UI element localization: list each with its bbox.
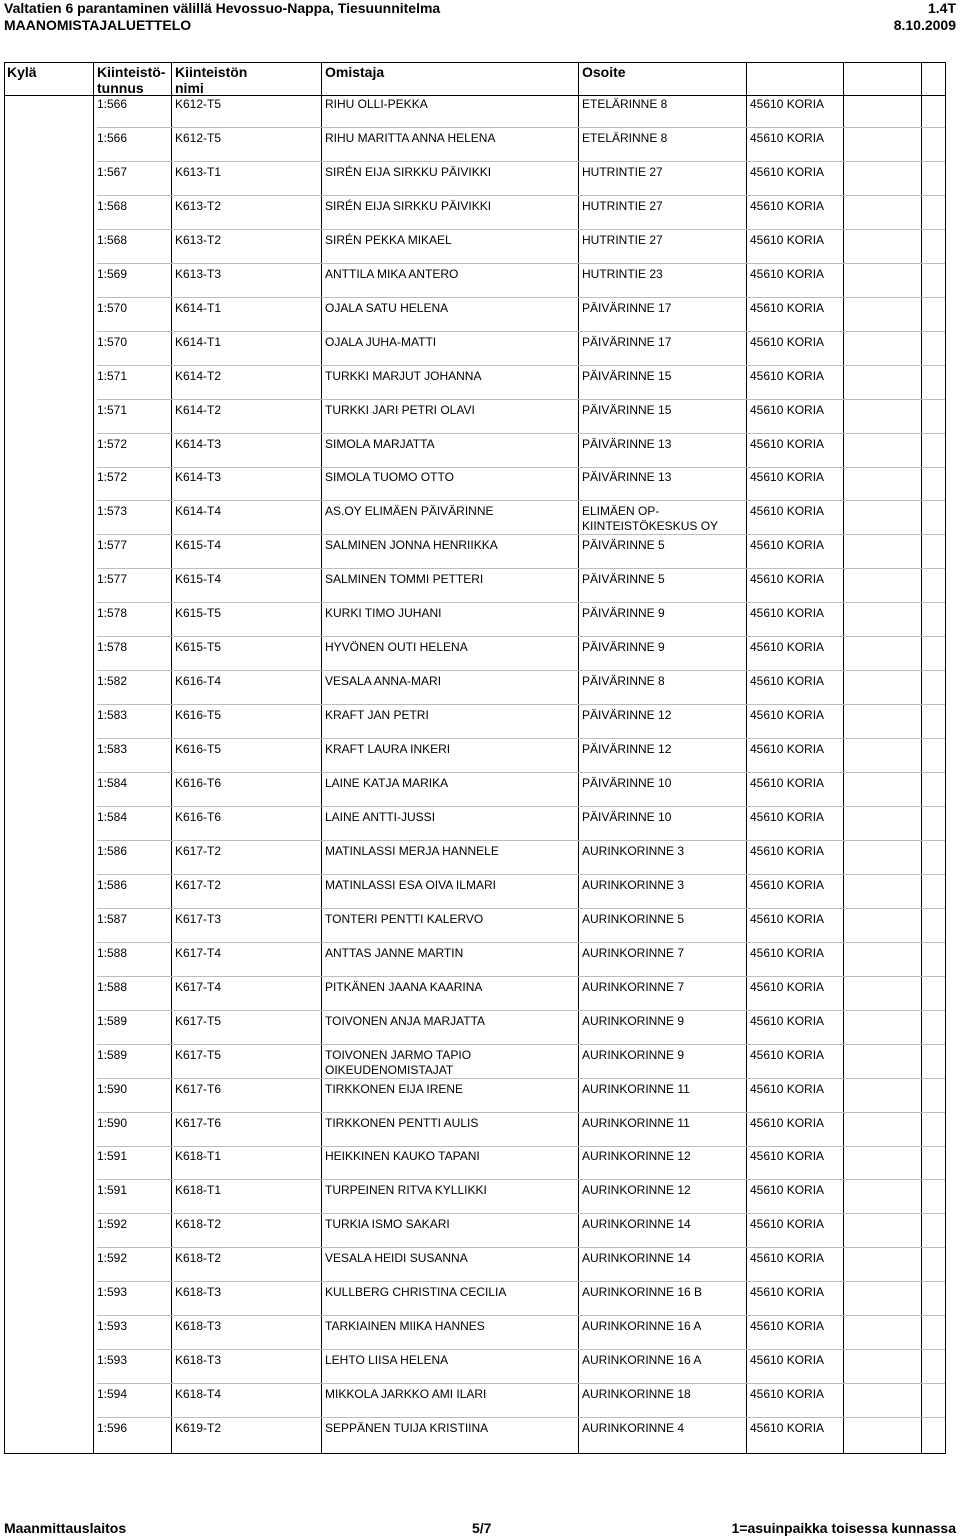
row-separator — [97, 1146, 945, 1147]
cell-kiinteistotunnus: 1:567 — [97, 164, 128, 179]
cell-postitoimipaikka: 45610 KORIA — [750, 1251, 825, 1266]
cell-kiinteistotunnus: 1:571 — [97, 368, 128, 383]
cell-osoite: PÄIVÄRINNE 5 — [582, 538, 665, 553]
row-separator — [97, 1213, 945, 1214]
cell-kiinteiston-nimi: K614-T3 — [175, 436, 222, 451]
cell-kiinteiston-nimi: K613-T1 — [175, 164, 222, 179]
cell-omistaja: TURKIA ISMO SAKARI — [325, 1217, 450, 1232]
cell-osoite: AURINKORINNE 9 — [582, 1013, 685, 1028]
row-separator — [97, 399, 945, 400]
row-separator — [97, 806, 945, 807]
cell-kiinteistotunnus: 1:596 — [97, 1421, 128, 1436]
cell-omistaja: VESALA ANNA-MARI — [325, 674, 442, 689]
cell-omistaja: SALMINEN JONNA HENRIIKKA — [325, 538, 498, 553]
cell-kiinteistotunnus: 1:583 — [97, 742, 128, 757]
cell-osoite: PÄIVÄRINNE 5 — [582, 572, 665, 587]
cell-kiinteistotunnus: 1:587 — [97, 911, 128, 926]
cell-omistaja: SIMOLA TUOMO OTTO — [325, 470, 454, 485]
footer-note: 1=asuinpaikka toisessa kunnassa — [731, 1520, 956, 1536]
cell-kiinteistotunnus: 1:573 — [97, 504, 128, 519]
cell-kiinteiston-nimi: K616-T5 — [175, 708, 222, 723]
cell-kiinteiston-nimi: K614-T1 — [175, 334, 222, 349]
cell-osoite: PÄIVÄRINNE 13 — [582, 470, 672, 485]
cell-kiinteiston-nimi: K614-T2 — [175, 402, 222, 417]
cell-postitoimipaikka: 45610 KORIA — [750, 164, 825, 179]
row-separator — [97, 467, 945, 468]
cell-postitoimipaikka: 45610 KORIA — [750, 1353, 825, 1368]
cell-osoite: PÄIVÄRINNE 17 — [582, 300, 672, 315]
cell-kiinteiston-nimi: K617-T2 — [175, 877, 222, 892]
cell-kiinteiston-nimi: K618-T3 — [175, 1353, 222, 1368]
cell-postitoimipaikka: 45610 KORIA — [750, 1319, 825, 1334]
cell-postitoimipaikka: 45610 KORIA — [750, 232, 825, 247]
cell-omistaja: TIRKKONEN PENTTI AULIS — [325, 1115, 479, 1130]
cell-osoite: AURINKORINNE 14 — [582, 1217, 691, 1232]
cell-kiinteistotunnus: 1:588 — [97, 979, 128, 994]
cell-osoite: PÄIVÄRINNE 12 — [582, 708, 672, 723]
cell-postitoimipaikka: 45610 KORIA — [750, 1421, 825, 1436]
row-separator — [97, 433, 945, 434]
cell-kiinteistotunnus: 1:592 — [97, 1251, 128, 1266]
column-header-tunnus-2: tunnus — [97, 80, 144, 96]
cell-osoite: AURINKORINNE 7 — [582, 945, 685, 960]
column-header-omistaja: Omistaja — [325, 64, 385, 80]
row-separator — [97, 670, 945, 671]
cell-osoite: AURINKORINNE 14 — [582, 1251, 691, 1266]
cell-omistaja: TURKKI JARI PETRI OLAVI — [325, 402, 475, 417]
cell-postitoimipaikka: 45610 KORIA — [750, 640, 825, 655]
cell-omistaja: TURPEINEN RITVA KYLLIKKI — [325, 1183, 487, 1198]
cell-kiinteistotunnus: 1:593 — [97, 1353, 128, 1368]
cell-kiinteistotunnus: 1:593 — [97, 1285, 128, 1300]
row-separator — [97, 874, 945, 875]
row-separator — [97, 738, 945, 739]
row-separator — [97, 602, 945, 603]
cell-postitoimipaikka: 45610 KORIA — [750, 538, 825, 553]
cell-omistaja: TARKIAINEN MIIKA HANNES — [325, 1319, 485, 1334]
cell-omistaja: HEIKKINEN KAUKO TAPANI — [325, 1149, 480, 1164]
cell-kiinteiston-nimi: K617-T5 — [175, 1047, 222, 1062]
cell-osoite: PÄIVÄRINNE 12 — [582, 742, 672, 757]
cell-kiinteiston-nimi: K616-T5 — [175, 742, 222, 757]
cell-kiinteiston-nimi: K612-T5 — [175, 97, 222, 111]
cell-osoite: AURINKORINNE 3 — [582, 877, 685, 892]
cell-kiinteiston-nimi: K612-T5 — [175, 130, 222, 145]
row-separator — [97, 263, 945, 264]
cell-kiinteiston-nimi: K619-T2 — [175, 1421, 222, 1436]
cell-omistaja: LAINE KATJA MARIKA — [325, 776, 449, 790]
cell-kiinteiston-nimi: K618-T3 — [175, 1285, 222, 1300]
column-header-tunnus-1: Kiinteistö- — [97, 64, 166, 80]
cell-postitoimipaikka: 45610 KORIA — [750, 504, 825, 519]
cell-omistaja: KULLBERG CHRISTINA CECILIA — [325, 1285, 507, 1300]
cell-omistaja: SEPPÄNEN TUIJA KRISTIINA — [325, 1421, 489, 1436]
cell-osoite: HUTRINTIE 27 — [582, 232, 663, 247]
cell-osoite: PÄIVÄRINNE 13 — [582, 436, 672, 451]
cell-postitoimipaikka: 45610 KORIA — [750, 606, 825, 621]
footer-page-number: 5/7 — [472, 1520, 492, 1536]
cell-kiinteistotunnus: 1:586 — [97, 877, 128, 892]
column-header-nimi-1: Kiinteistön — [175, 64, 248, 80]
cell-osoite: PÄIVÄRINNE 8 — [582, 674, 665, 689]
cell-postitoimipaikka: 45610 KORIA — [750, 1387, 825, 1402]
cell-omistaja: RIHU MARITTA ANNA HELENA — [325, 130, 496, 145]
cell-postitoimipaikka: 45610 KORIA — [750, 877, 825, 892]
cell-osoite: AURINKORINNE 5 — [582, 911, 685, 926]
cell-kiinteistotunnus: 1:572 — [97, 436, 128, 451]
cell-omistaja: TURKKI MARJUT JOHANNA — [325, 368, 482, 383]
cell-osoite: AURINKORINNE 18 — [582, 1387, 691, 1402]
cell-kiinteistotunnus: 1:584 — [97, 809, 128, 824]
cell-postitoimipaikka: 45610 KORIA — [750, 402, 825, 417]
cell-postitoimipaikka: 45610 KORIA — [750, 572, 825, 587]
row-separator — [97, 161, 945, 162]
cell-kiinteiston-nimi: K614-T1 — [175, 300, 222, 315]
cell-kiinteiston-nimi: K617-T6 — [175, 1115, 222, 1130]
cell-omistaja: SIRÉN PEKKA MIKAEL — [325, 232, 452, 247]
cell-omistaja: OJALA JUHA-MATTI — [325, 334, 437, 349]
cell-kiinteiston-nimi: K618-T1 — [175, 1183, 222, 1198]
cell-omistaja: LEHTO LIISA HELENA — [325, 1353, 449, 1368]
cell-osoite: AURINKORINNE 7 — [582, 979, 685, 994]
cell-postitoimipaikka: 45610 KORIA — [750, 130, 825, 145]
cell-postitoimipaikka: 45610 KORIA — [750, 198, 825, 213]
row-separator — [97, 704, 945, 705]
row-separator — [97, 195, 945, 196]
cell-kiinteiston-nimi: K613-T2 — [175, 232, 222, 247]
cell-osoite: ELIMÄEN OP- — [582, 504, 660, 519]
cell-osoite: HUTRINTIE 27 — [582, 198, 663, 213]
cell-kiinteistotunnus: 1:568 — [97, 232, 128, 247]
cell-kiinteistotunnus: 1:590 — [97, 1081, 128, 1096]
cell-kiinteiston-nimi: K613-T3 — [175, 266, 222, 281]
row-separator — [97, 1044, 945, 1045]
cell-kiinteiston-nimi: K617-T4 — [175, 979, 222, 994]
cell-kiinteistotunnus: 1:588 — [97, 945, 128, 960]
cell-kiinteiston-nimi: K615-T5 — [175, 640, 222, 655]
cell-omistaja: SIRÉN EIJA SIRKKU PÄIVIKKI — [325, 164, 492, 179]
cell-postitoimipaikka: 45610 KORIA — [750, 708, 825, 723]
page-footer — [4, 1520, 956, 1537]
cell-kiinteistotunnus: 1:572 — [97, 470, 128, 485]
cell-osoite: AURINKORINNE 11 — [582, 1115, 690, 1130]
page-code: 1.4T — [927, 0, 956, 16]
cell-omistaja: TIRKKONEN EIJA IRENE — [325, 1081, 464, 1096]
cell-osoite: AURINKORINNE 4 — [582, 1421, 685, 1436]
cell-osoite: PÄIVÄRINNE 9 — [582, 606, 665, 621]
cell-kiinteiston-nimi: K617-T2 — [175, 843, 222, 858]
cell-postitoimipaikka: 45610 KORIA — [750, 674, 825, 689]
cell-osoite: ETELÄRINNE 8 — [582, 97, 668, 111]
cell-postitoimipaikka: 45610 KORIA — [750, 470, 825, 485]
cell-omistaja: MATINLASSI ESA OIVA ILMARI — [325, 877, 496, 892]
cell-kiinteistotunnus: 1:570 — [97, 300, 128, 315]
cell-kiinteistotunnus: 1:570 — [97, 334, 128, 349]
cell-kiinteiston-nimi: K615-T4 — [175, 538, 222, 553]
cell-osoite: ETELÄRINNE 8 — [582, 130, 668, 145]
cell-kiinteiston-nimi: K617-T5 — [175, 1013, 222, 1028]
cell-kiinteistotunnus: 1:591 — [97, 1183, 128, 1198]
column-header-kyla: Kylä — [7, 64, 37, 80]
row-separator — [97, 840, 945, 841]
row-separator — [97, 908, 945, 909]
cell-osoite: HUTRINTIE 23 — [582, 266, 663, 281]
cell-kiinteistotunnus: 1:566 — [97, 130, 128, 145]
cell-kiinteistotunnus: 1:569 — [97, 266, 128, 281]
cell-kiinteistotunnus: 1:566 — [97, 97, 128, 111]
cell-omistaja: PITKÄNEN JAANA KAARINA — [325, 979, 483, 994]
column-header-nimi-2: nimi — [175, 80, 204, 96]
cell-kiinteiston-nimi: K615-T5 — [175, 606, 222, 621]
cell-omistaja: TONTERI PENTTI KALERVO — [325, 911, 484, 926]
cell-osoite: PÄIVÄRINNE 10 — [582, 776, 672, 790]
row-separator — [97, 1247, 945, 1248]
cell-kiinteistotunnus: 1:586 — [97, 843, 128, 858]
row-separator — [97, 500, 945, 501]
cell-kiinteiston-nimi: K616-T4 — [175, 674, 222, 689]
row-separator — [97, 1315, 945, 1316]
cell-kiinteistotunnus: 1:578 — [97, 606, 128, 621]
row-separator — [97, 297, 945, 298]
cell-kiinteiston-nimi: K614-T3 — [175, 470, 222, 485]
cell-osoite: PÄIVÄRINNE 10 — [582, 809, 672, 824]
cell-kiinteiston-nimi: K618-T2 — [175, 1251, 222, 1266]
row-separator — [97, 1383, 945, 1384]
cell-omistaja: LAINE ANTTI-JUSSI — [325, 809, 436, 824]
cell-osoite: AURINKORINNE 12 — [582, 1183, 691, 1198]
cell-omistaja: KRAFT LAURA INKERI — [325, 742, 451, 757]
cell-postitoimipaikka: 45610 KORIA — [750, 1285, 825, 1300]
cell-postitoimipaikka: 45610 KORIA — [750, 266, 825, 281]
cell-omistaja: KRAFT JAN PETRI — [325, 708, 429, 723]
cell-osoite: HUTRINTIE 27 — [582, 164, 663, 179]
cell-osoite: AURINKORINNE 11 — [582, 1081, 690, 1096]
row-separator — [97, 568, 945, 569]
cell-omistaja: KURKI TIMO JUHANI — [325, 606, 442, 621]
list-title: MAANOMISTAJALUETTELO — [4, 17, 192, 33]
cell-osoite: PÄIVÄRINNE 15 — [582, 368, 672, 383]
cell-omistaja: RIHU OLLI-PEKKA — [325, 97, 428, 111]
cell-kiinteiston-nimi: K615-T4 — [175, 572, 222, 587]
cell-kiinteistotunnus: 1:578 — [97, 640, 128, 655]
footer-org: Maanmittauslaitos — [4, 1520, 127, 1536]
cell-osoite: AURINKORINNE 16 A — [582, 1319, 702, 1334]
row-separator — [97, 1417, 945, 1418]
cell-postitoimipaikka: 45610 KORIA — [750, 334, 825, 349]
cell-postitoimipaikka: 45610 KORIA — [750, 809, 825, 824]
cell-postitoimipaikka: 45610 KORIA — [750, 1081, 825, 1096]
cell-omistaja: OJALA SATU HELENA — [325, 300, 449, 315]
cell-postitoimipaikka: 45610 KORIA — [750, 843, 825, 858]
cell-kiinteiston-nimi: K614-T2 — [175, 368, 222, 383]
cell-postitoimipaikka: 45610 KORIA — [750, 911, 825, 926]
owner-table — [4, 62, 946, 1454]
cell-kiinteistotunnus: 1:589 — [97, 1047, 128, 1062]
row-separator — [97, 1179, 945, 1180]
row-separator — [97, 534, 945, 535]
cell-osoite: AURINKORINNE 12 — [582, 1149, 691, 1164]
cell-postitoimipaikka: 45610 KORIA — [750, 97, 825, 111]
cell-postitoimipaikka: 45610 KORIA — [750, 776, 825, 790]
cell-kiinteistotunnus: 1:577 — [97, 572, 128, 587]
cell-omistaja: TOIVONEN JARMO TAPIO — [325, 1047, 472, 1062]
cell-postitoimipaikka: 45610 KORIA — [750, 1115, 825, 1130]
cell-postitoimipaikka: 45610 KORIA — [750, 1013, 825, 1028]
cell-kiinteiston-nimi: K618-T4 — [175, 1387, 222, 1402]
cell-kiinteistotunnus: 1:593 — [97, 1319, 128, 1334]
row-separator — [97, 229, 945, 230]
row-separator — [97, 636, 945, 637]
cell-postitoimipaikka: 45610 KORIA — [750, 1183, 825, 1198]
cell-omistaja: ANTTAS JANNE MARTIN — [325, 945, 464, 960]
cell-omistaja: TOIVONEN ANJA MARJATTA — [325, 1013, 486, 1028]
cell-kiinteiston-nimi: K618-T1 — [175, 1149, 222, 1164]
cell-kiinteistotunnus: 1:584 — [97, 776, 128, 790]
cell-kiinteiston-nimi: K614-T4 — [175, 504, 222, 519]
cell-postitoimipaikka: 45610 KORIA — [750, 1149, 825, 1164]
row-separator — [97, 942, 945, 943]
column-header-osoite: Osoite — [582, 64, 626, 80]
document-title: Valtatien 6 parantaminen välillä Hevossuo-Nappa, Tiesuunnitelma — [4, 0, 441, 16]
cell-omistaja: ANTTILA MIKA ANTERO — [325, 266, 459, 281]
cell-kiinteistotunnus: 1:591 — [97, 1149, 128, 1164]
cell-postitoimipaikka: 45610 KORIA — [750, 368, 825, 383]
row-separator — [97, 1078, 945, 1079]
cell-omistaja: AS.OY ELIMÄEN PÄIVÄRINNE — [325, 504, 494, 519]
cell-omistaja: SIMOLA MARJATTA — [325, 436, 435, 451]
cell-kiinteistotunnus: 1:590 — [97, 1115, 128, 1130]
cell-kiinteiston-nimi: K617-T3 — [175, 911, 222, 926]
cell-kiinteiston-nimi: K616-T6 — [175, 809, 222, 824]
cell-osoite: AURINKORINNE 3 — [582, 843, 685, 858]
row-separator — [97, 976, 945, 977]
cell-omistaja-line-2: OIKEUDENOMISTAJAT — [325, 1062, 454, 1077]
cell-kiinteiston-nimi: K617-T4 — [175, 945, 222, 960]
cell-postitoimipaikka: 45610 KORIA — [750, 979, 825, 994]
cell-kiinteiston-nimi: K616-T6 — [175, 776, 222, 790]
cell-postitoimipaikka: 45610 KORIA — [750, 1217, 825, 1232]
row-separator — [97, 1112, 945, 1113]
cell-postitoimipaikka: 45610 KORIA — [750, 300, 825, 315]
cell-kiinteistotunnus: 1:577 — [97, 538, 128, 553]
cell-postitoimipaikka: 45610 KORIA — [750, 1047, 825, 1062]
cell-omistaja: SIRÉN EIJA SIRKKU PÄIVIKKI — [325, 198, 492, 213]
cell-osoite: AURINKORINNE 16 B — [582, 1285, 703, 1300]
cell-omistaja: MIKKOLA JARKKO AMI ILARI — [325, 1387, 487, 1402]
row-separator — [97, 1281, 945, 1282]
row-separator — [97, 1010, 945, 1011]
cell-kiinteistotunnus: 1:568 — [97, 198, 128, 213]
cell-postitoimipaikka: 45610 KORIA — [750, 436, 825, 451]
cell-kiinteiston-nimi: K618-T3 — [175, 1319, 222, 1334]
row-separator — [97, 1349, 945, 1350]
cell-omistaja: MATINLASSI MERJA HANNELE — [325, 843, 499, 858]
document-date: 8.10.2009 — [893, 17, 956, 33]
cell-osoite: PÄIVÄRINNE 9 — [582, 640, 665, 655]
cell-kiinteistotunnus: 1:582 — [97, 674, 128, 689]
cell-osoite: PÄIVÄRINNE 15 — [582, 402, 672, 417]
cell-osoite-line-2: KIINTEISTÖKESKUS OY — [582, 519, 719, 534]
cell-postitoimipaikka: 45610 KORIA — [750, 742, 825, 757]
cell-osoite: AURINKORINNE 16 A — [582, 1353, 702, 1368]
row-separator — [97, 331, 945, 332]
cell-postitoimipaikka: 45610 KORIA — [750, 945, 825, 960]
cell-osoite: AURINKORINNE 9 — [582, 1047, 685, 1062]
cell-osoite: PÄIVÄRINNE 17 — [582, 334, 672, 349]
row-separator — [97, 365, 945, 366]
cell-omistaja: VESALA HEIDI SUSANNA — [325, 1251, 468, 1266]
cell-kiinteiston-nimi: K613-T2 — [175, 198, 222, 213]
row-separator — [97, 127, 945, 128]
cell-omistaja: SALMINEN TOMMI PETTERI — [325, 572, 484, 587]
cell-kiinteistotunnus: 1:592 — [97, 1217, 128, 1232]
cell-kiinteiston-nimi: K618-T2 — [175, 1217, 222, 1232]
cell-kiinteistotunnus: 1:583 — [97, 708, 128, 723]
cell-kiinteistotunnus: 1:594 — [97, 1387, 128, 1402]
cell-kiinteistotunnus: 1:571 — [97, 402, 128, 417]
cell-kiinteiston-nimi: K617-T6 — [175, 1081, 222, 1096]
row-separator — [97, 772, 945, 773]
cell-omistaja: HYVÖNEN OUTI HELENA — [325, 640, 468, 655]
cell-kiinteistotunnus: 1:589 — [97, 1013, 128, 1028]
